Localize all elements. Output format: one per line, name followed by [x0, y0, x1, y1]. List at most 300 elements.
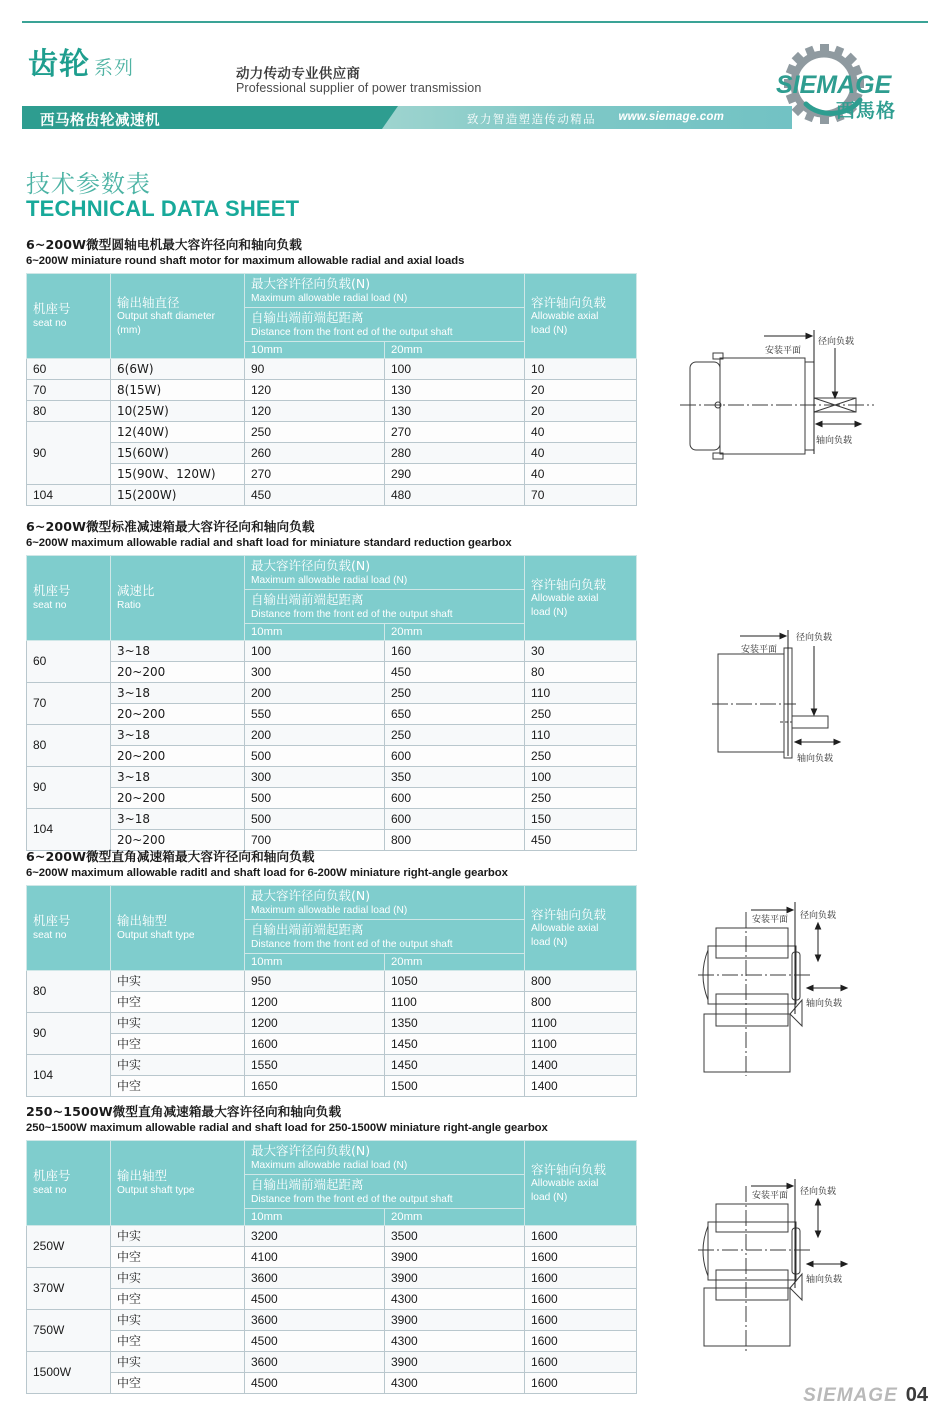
- table-row: [27, 787, 637, 808]
- header-seat-no: [27, 274, 111, 359]
- header-radial-cn: 最大容许径向负载(N): [251, 888, 371, 903]
- header-seat-no-en: seat no: [33, 600, 67, 612]
- header-radial-en: Maximum allowable radial load (N): [251, 1159, 408, 1171]
- cell-seat-no: 1500W: [27, 1351, 111, 1393]
- cell-shaft-type: 3~18: [111, 640, 245, 661]
- cell-axial-load: 1600: [525, 1351, 637, 1372]
- header-col2-cn: 输出轴直径: [117, 294, 180, 310]
- cell-radial-20mm: 1450: [385, 1033, 525, 1054]
- cell-shaft-type: 中实: [111, 1309, 245, 1330]
- cell-radial-20mm: 280: [385, 442, 525, 463]
- header-seat-no-cn: 机座号: [33, 913, 71, 929]
- table-row: [27, 970, 637, 991]
- header-radial-cn: 最大容许径向负载(N): [251, 276, 371, 291]
- table-row: [27, 703, 637, 724]
- section-heading-cn: 6~200W微型标准减速箱最大容许径向和轴向负载: [26, 519, 315, 534]
- data-table-4: [26, 1140, 637, 1394]
- cell-radial-20mm: 800: [385, 829, 525, 850]
- cell-radial-10mm: 90: [245, 358, 385, 379]
- cell-axial-load: 1400: [525, 1075, 637, 1096]
- cell-radial-10mm: 3200: [245, 1225, 385, 1246]
- cell-shaft-type: 15(200W): [111, 484, 245, 505]
- cell-radial-20mm: 3500: [385, 1225, 525, 1246]
- page-footer: [803, 1384, 928, 1407]
- cell-radial-20mm: 1100: [385, 991, 525, 1012]
- cell-radial-10mm: 1650: [245, 1075, 385, 1096]
- header-axial-en: Allowable axial: [531, 923, 599, 935]
- header-distance: [245, 919, 525, 953]
- cell-radial-20mm: 450: [385, 661, 525, 682]
- cell-radial-20mm: 4300: [385, 1330, 525, 1351]
- table-row: [27, 1246, 637, 1267]
- cell-radial-10mm: 270: [245, 463, 385, 484]
- cell-radial-10mm: 500: [245, 745, 385, 766]
- cell-shaft-type: 中实: [111, 1267, 245, 1288]
- diagram-label-mounting-plane: 安装平面: [765, 346, 802, 356]
- cell-seat-no: 104: [27, 808, 111, 850]
- diagram-label-radial-load: 径向负载: [818, 337, 855, 347]
- diagram-right-angle-gearbox-small: [668, 886, 940, 1081]
- section-heading-cn: 6~200W微型圆轴电机最大容许径向和轴向负载: [26, 237, 302, 252]
- cell-axial-load: 40: [525, 421, 637, 442]
- diagram-label-radial-load: 径向负载: [800, 1187, 837, 1197]
- header-axial-en2: load (N): [531, 936, 568, 948]
- header-unit-20mm: 20mm: [385, 953, 525, 970]
- cell-axial-load: 40: [525, 463, 637, 484]
- cell-shaft-type: 中实: [111, 1012, 245, 1033]
- section-heading-en: 6~200W miniature round shaft motor for maximum allowable radial and axial loads: [26, 255, 465, 267]
- cell-axial-load: 1600: [525, 1330, 637, 1351]
- header-distance: [245, 589, 525, 623]
- cell-axial-load: 250: [525, 703, 637, 724]
- cell-shaft-type: 中实: [111, 1054, 245, 1075]
- cell-axial-load: 1400: [525, 1054, 637, 1075]
- tagline-en: Professional supplier of power transmission: [236, 81, 482, 95]
- cell-radial-20mm: 1050: [385, 970, 525, 991]
- table-body: [27, 1225, 637, 1393]
- cell-axial-load: 1600: [525, 1246, 637, 1267]
- table-row: [27, 1372, 637, 1393]
- cell-radial-20mm: 290: [385, 463, 525, 484]
- header-col2-en: Output shaft type: [117, 930, 195, 942]
- cell-shaft-type: 10(25W): [111, 400, 245, 421]
- cell-shaft-type: 中空: [111, 1288, 245, 1309]
- header-axial-cn: 容许轴向负载: [531, 294, 607, 310]
- header-col2: [111, 556, 245, 641]
- header-seat-no: [27, 1141, 111, 1226]
- cell-radial-20mm: 3900: [385, 1351, 525, 1372]
- header-bar: [22, 106, 792, 129]
- header-radial: [245, 274, 525, 308]
- table-row: [27, 421, 637, 442]
- header-unit-20mm: 20mm: [385, 341, 525, 358]
- cell-axial-load: 110: [525, 682, 637, 703]
- cell-radial-10mm: 120: [245, 400, 385, 421]
- cell-seat-no: 60: [27, 640, 111, 682]
- cell-axial-load: 1600: [525, 1288, 637, 1309]
- cell-radial-10mm: 4500: [245, 1330, 385, 1351]
- logo-wordmark-cn: 西馬格: [836, 100, 897, 122]
- cell-radial-20mm: 1450: [385, 1054, 525, 1075]
- table-row: [27, 1075, 637, 1096]
- table-body: [27, 640, 637, 850]
- cell-axial-load: 1100: [525, 1012, 637, 1033]
- header-unit-20mm: 20mm: [385, 1208, 525, 1225]
- cell-shaft-type: 中空: [111, 1246, 245, 1267]
- cell-shaft-type: 中实: [111, 1225, 245, 1246]
- cell-axial-load: 1600: [525, 1309, 637, 1330]
- tagline-cn: 动力传动专业供应商: [236, 66, 361, 82]
- cell-axial-load: 1600: [525, 1372, 637, 1393]
- cell-radial-10mm: 500: [245, 808, 385, 829]
- cell-radial-10mm: 450: [245, 484, 385, 505]
- table-row: [27, 442, 637, 463]
- cell-radial-20mm: 4300: [385, 1288, 525, 1309]
- table-body: [27, 358, 637, 505]
- cell-axial-load: 10: [525, 358, 637, 379]
- cell-radial-10mm: 250: [245, 421, 385, 442]
- cell-radial-10mm: 1550: [245, 1054, 385, 1075]
- brand-title-cn: 齿轮: [28, 47, 90, 82]
- diagram-standard-gearbox: [668, 612, 940, 782]
- cell-shaft-type: 20~200: [111, 703, 245, 724]
- header-col2-cn: 减速比: [117, 583, 155, 599]
- header-unit-10mm: 10mm: [245, 1208, 385, 1225]
- cell-axial-load: 30: [525, 640, 637, 661]
- brand-title-suffix: 系列: [94, 57, 135, 79]
- cell-radial-10mm: 260: [245, 442, 385, 463]
- header-seat-no-en: seat no: [33, 930, 67, 942]
- cell-shaft-type: 中实: [111, 1351, 245, 1372]
- cell-radial-10mm: 3600: [245, 1351, 385, 1372]
- cell-radial-20mm: 3900: [385, 1309, 525, 1330]
- cell-radial-10mm: 950: [245, 970, 385, 991]
- table-row: [27, 1267, 637, 1288]
- header-seat-no-cn: 机座号: [33, 583, 71, 599]
- cell-shaft-type: 12(40W): [111, 421, 245, 442]
- header-distance-en: Distance from the front ed of the output shaft: [251, 326, 453, 338]
- table-row: [27, 1351, 637, 1372]
- header-bar-url[interactable]: www.siemage.com: [618, 111, 724, 123]
- cell-shaft-type: 20~200: [111, 829, 245, 850]
- header-distance-en: Distance from the front ed of the output shaft: [251, 608, 453, 620]
- table-row: [27, 766, 637, 787]
- table-row: [27, 1012, 637, 1033]
- cell-axial-load: 250: [525, 745, 637, 766]
- cell-radial-10mm: 300: [245, 766, 385, 787]
- cell-shaft-type: 8(15W): [111, 379, 245, 400]
- header-axial: [525, 1141, 637, 1226]
- cell-radial-10mm: 700: [245, 829, 385, 850]
- header-distance: [245, 307, 525, 341]
- table-row: [27, 1225, 637, 1246]
- cell-radial-10mm: 4100: [245, 1246, 385, 1267]
- cell-shaft-type: 20~200: [111, 661, 245, 682]
- header-axial-en: Allowable axial: [531, 311, 599, 323]
- table-row: [27, 745, 637, 766]
- top-rule: [22, 21, 928, 23]
- section-heading-en: 6~200W maximum allowable raditl and shaft load for 6-200W miniature right-angle gearbox: [26, 867, 508, 879]
- cell-shaft-type: 3~18: [111, 682, 245, 703]
- cell-radial-20mm: 130: [385, 400, 525, 421]
- diagram-label-axial-load: 轴向负载: [806, 999, 843, 1009]
- header-distance-cn: 自输出端前端起距离: [251, 309, 364, 325]
- table-row: [27, 1288, 637, 1309]
- cell-radial-20mm: 1500: [385, 1075, 525, 1096]
- cell-seat-no: 80: [27, 970, 111, 1012]
- table-row: [27, 991, 637, 1012]
- cell-shaft-type: 20~200: [111, 745, 245, 766]
- cell-radial-10mm: 1200: [245, 991, 385, 1012]
- cell-radial-20mm: 100: [385, 358, 525, 379]
- cell-radial-20mm: 350: [385, 766, 525, 787]
- cell-seat-no: 70: [27, 379, 111, 400]
- page-number: 04: [905, 1384, 928, 1406]
- cell-radial-20mm: 650: [385, 703, 525, 724]
- table-row: [27, 640, 637, 661]
- header-unit-20mm: 20mm: [385, 623, 525, 640]
- header-radial: [245, 556, 525, 590]
- table-row: [27, 808, 637, 829]
- section-1: [26, 234, 636, 506]
- cell-radial-20mm: 270: [385, 421, 525, 442]
- section-2: [26, 516, 636, 851]
- header-axial-en: Allowable axial: [531, 1178, 599, 1190]
- header-axial-en2: load (N): [531, 606, 568, 618]
- cell-shaft-type: 3~18: [111, 808, 245, 829]
- table-row: [27, 1054, 637, 1075]
- header-seat-no: [27, 886, 111, 971]
- header-radial-cn: 最大容许径向负载(N): [251, 558, 371, 573]
- cell-seat-no: 90: [27, 1012, 111, 1054]
- diagram-label-radial-load: 径向负载: [800, 911, 837, 921]
- cell-axial-load: 110: [525, 724, 637, 745]
- diagram-label-axial-load: 轴向负载: [816, 436, 853, 446]
- cell-shaft-type: 中空: [111, 1372, 245, 1393]
- header-seat-no: [27, 556, 111, 641]
- cell-radial-10mm: 550: [245, 703, 385, 724]
- page-title-en: TECHNICAL DATA SHEET: [26, 196, 300, 221]
- cell-shaft-type: 3~18: [111, 724, 245, 745]
- table-row: [27, 1033, 637, 1054]
- diagram-right-angle-gearbox-large: [668, 1176, 940, 1371]
- cell-seat-no: 60: [27, 358, 111, 379]
- table-row: [27, 358, 637, 379]
- cell-shaft-type: 中实: [111, 970, 245, 991]
- header-distance-cn: 自输出端前端起距离: [251, 591, 364, 607]
- header-col2-en: Output shaft type: [117, 1185, 195, 1197]
- header-col2: [111, 886, 245, 971]
- cell-radial-10mm: 120: [245, 379, 385, 400]
- header-axial-en2: load (N): [531, 1191, 568, 1203]
- company-logo: [762, 42, 934, 128]
- diagram-label-mounting-plane: 安装平面: [741, 645, 778, 655]
- cell-radial-20mm: 250: [385, 682, 525, 703]
- table-row: [27, 1330, 637, 1351]
- header-seat-no-cn: 机座号: [33, 1168, 71, 1184]
- brand-block: [28, 47, 135, 82]
- cell-radial-20mm: 160: [385, 640, 525, 661]
- cell-radial-20mm: 4300: [385, 1372, 525, 1393]
- table-row: [27, 682, 637, 703]
- cell-shaft-type: 3~18: [111, 766, 245, 787]
- table-row: [27, 484, 637, 505]
- diagram-round-shaft-motor: [668, 322, 940, 492]
- header-distance-en: Distance from the front ed of the output shaft: [251, 1193, 453, 1205]
- cell-radial-20mm: 3900: [385, 1267, 525, 1288]
- cell-axial-load: 250: [525, 787, 637, 808]
- cell-radial-20mm: 600: [385, 808, 525, 829]
- header-col2-cn: 输出轴型: [117, 913, 168, 929]
- header-axial-cn: 容许轴向负载: [531, 906, 607, 922]
- header-radial: [245, 886, 525, 920]
- cell-axial-load: 100: [525, 766, 637, 787]
- cell-radial-20mm: 130: [385, 379, 525, 400]
- data-table-1: [26, 273, 637, 506]
- cell-shaft-type: 中空: [111, 1330, 245, 1351]
- header-col2-en: Output shaft diameter: [117, 311, 215, 323]
- cell-seat-no: 250W: [27, 1225, 111, 1267]
- cell-radial-10mm: 200: [245, 682, 385, 703]
- cell-radial-20mm: 1350: [385, 1012, 525, 1033]
- section-4: [26, 1101, 636, 1394]
- cell-radial-10mm: 3600: [245, 1309, 385, 1330]
- cell-seat-no: 80: [27, 400, 111, 421]
- section-heading-en: 6~200W maximum allowable radial and shaft load for miniature standard reduction gearbox: [26, 537, 512, 549]
- header-axial-cn: 容许轴向负载: [531, 576, 607, 592]
- cell-seat-no: 104: [27, 484, 111, 505]
- header-radial-en: Maximum allowable radial load (N): [251, 292, 408, 304]
- section-3: [26, 846, 636, 1097]
- cell-shaft-type: 中空: [111, 1075, 245, 1096]
- cell-radial-10mm: 300: [245, 661, 385, 682]
- section-heading-cn: 250~1500W微型直角减速箱最大容许径向和轴向负载: [26, 1104, 342, 1119]
- data-table-2: [26, 555, 637, 851]
- cell-radial-10mm: 1600: [245, 1033, 385, 1054]
- cell-axial-load: 150: [525, 808, 637, 829]
- header-axial-cn: 容许轴向负载: [531, 1161, 607, 1177]
- footer-wordmark: SIEMAGE: [803, 1385, 898, 1406]
- cell-axial-load: 1100: [525, 1033, 637, 1054]
- cell-axial-load: 80: [525, 661, 637, 682]
- cell-radial-10mm: 3600: [245, 1267, 385, 1288]
- cell-radial-20mm: 480: [385, 484, 525, 505]
- header-unit-10mm: 10mm: [245, 953, 385, 970]
- header-distance: [245, 1174, 525, 1208]
- table-row: [27, 400, 637, 421]
- cell-axial-load: 40: [525, 442, 637, 463]
- header-seat-no-en: seat no: [33, 1185, 67, 1197]
- header-unit-10mm: 10mm: [245, 341, 385, 358]
- cell-shaft-type: 中空: [111, 991, 245, 1012]
- data-table-3: [26, 885, 637, 1097]
- table-header: [27, 274, 637, 359]
- cell-shaft-type: 中空: [111, 1033, 245, 1054]
- table-header: [27, 1141, 637, 1226]
- header-radial-en: Maximum allowable radial load (N): [251, 574, 408, 586]
- header-col2: [111, 274, 245, 359]
- section-heading-en: 250~1500W maximum allowable radial and shaft load for 250-1500W miniature right-angle gearbox: [26, 1122, 548, 1134]
- cell-radial-20mm: 250: [385, 724, 525, 745]
- cell-radial-20mm: 600: [385, 787, 525, 808]
- diagram-label-axial-load: 轴向负载: [806, 1275, 843, 1285]
- table-row: [27, 379, 637, 400]
- header-axial-en: Allowable axial: [531, 593, 599, 605]
- cell-axial-load: 800: [525, 991, 637, 1012]
- table-row: [27, 661, 637, 682]
- table-header: [27, 556, 637, 641]
- table-header: [27, 886, 637, 971]
- header-distance-en: Distance from the front ed of the output shaft: [251, 938, 453, 950]
- cell-axial-load: 1600: [525, 1267, 637, 1288]
- cell-seat-no: 104: [27, 1054, 111, 1096]
- cell-radial-10mm: 4500: [245, 1372, 385, 1393]
- diagram-label-radial-load: 径向负载: [796, 633, 833, 643]
- cell-axial-load: 1600: [525, 1225, 637, 1246]
- cell-axial-load: 450: [525, 829, 637, 850]
- header-seat-no-en: seat no: [33, 318, 67, 330]
- cell-axial-load: 70: [525, 484, 637, 505]
- table-row: [27, 724, 637, 745]
- header-bar-slogan: 致力智造塑造传动精品: [467, 112, 596, 126]
- cell-shaft-type: 15(90W、120W): [111, 463, 245, 484]
- cell-radial-10mm: 200: [245, 724, 385, 745]
- header-unit-10mm: 10mm: [245, 623, 385, 640]
- cell-seat-no: 90: [27, 766, 111, 808]
- brand-title: [28, 47, 135, 82]
- diagram-label-axial-load: 轴向负载: [797, 754, 834, 764]
- logo-wordmark: SIEMAGE: [776, 71, 892, 99]
- cell-shaft-type: 20~200: [111, 787, 245, 808]
- header-axial: [525, 556, 637, 641]
- cell-shaft-type: 6(6W): [111, 358, 245, 379]
- header-col2-cn: 输出轴型: [117, 1168, 168, 1184]
- header-col2-en: Ratio: [117, 600, 141, 612]
- cell-radial-20mm: 3900: [385, 1246, 525, 1267]
- cell-axial-load: 20: [525, 379, 637, 400]
- header-axial: [525, 886, 637, 971]
- cell-seat-no: 80: [27, 724, 111, 766]
- cell-seat-no: 70: [27, 682, 111, 724]
- header-radial: [245, 1141, 525, 1175]
- header-seat-no-cn: 机座号: [33, 301, 71, 317]
- diagram-label-mounting-plane: 安装平面: [752, 1191, 789, 1201]
- cell-radial-10mm: 500: [245, 787, 385, 808]
- header-col2: [111, 1141, 245, 1226]
- table-row: [27, 1309, 637, 1330]
- header-radial-en: Maximum allowable radial load (N): [251, 904, 408, 916]
- header-distance-cn: 自输出端前端起距离: [251, 1176, 364, 1192]
- cell-axial-load: 20: [525, 400, 637, 421]
- header-radial-cn: 最大容许径向负载(N): [251, 1143, 371, 1158]
- table-row: [27, 463, 637, 484]
- cell-axial-load: 800: [525, 970, 637, 991]
- diagram-label-mounting-plane: 安装平面: [752, 915, 789, 925]
- cell-radial-10mm: 4500: [245, 1288, 385, 1309]
- header-distance-cn: 自输出端前端起距离: [251, 921, 364, 937]
- header-axial-en2: load (N): [531, 324, 568, 336]
- header-axial: [525, 274, 637, 359]
- cell-seat-no: 370W: [27, 1267, 111, 1309]
- section-heading-cn: 6~200W微型直角减速箱最大容许径向和轴向负载: [26, 849, 315, 864]
- table-body: [27, 970, 637, 1096]
- cell-radial-20mm: 600: [385, 745, 525, 766]
- header-bar-label: 西马格齿轮减速机: [40, 113, 160, 129]
- cell-shaft-type: 15(60W): [111, 442, 245, 463]
- cell-radial-10mm: 1200: [245, 1012, 385, 1033]
- page-title-cn: 技术参数表: [26, 170, 151, 198]
- cell-seat-no: 750W: [27, 1309, 111, 1351]
